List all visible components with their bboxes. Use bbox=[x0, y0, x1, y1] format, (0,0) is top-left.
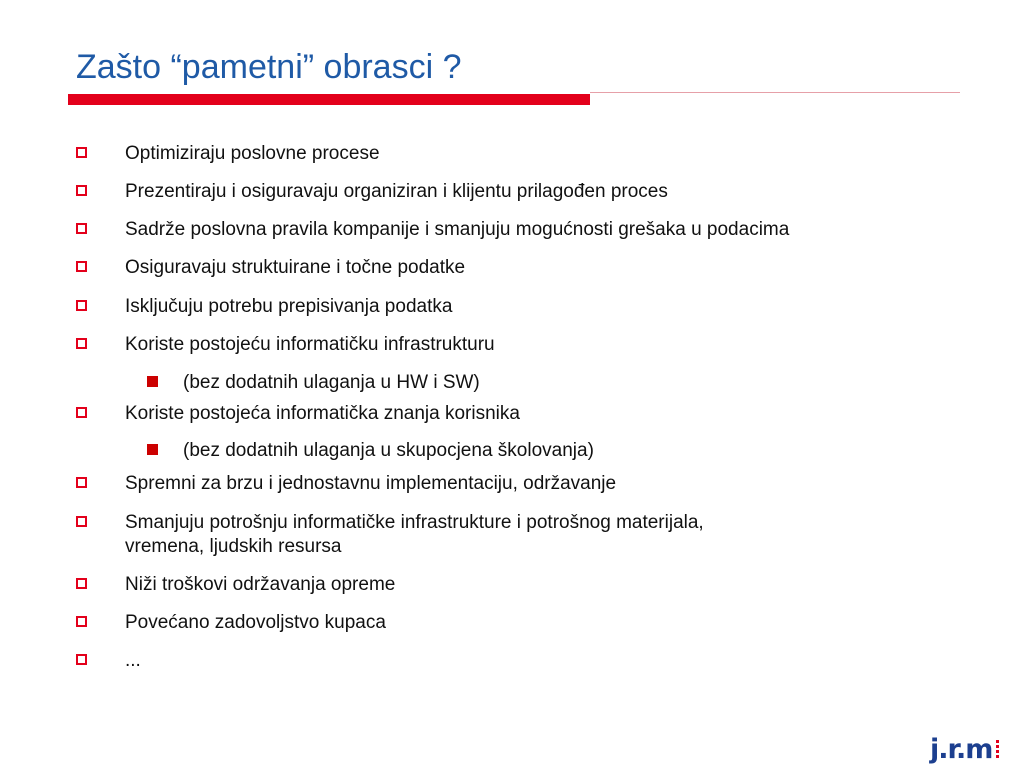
list-item-text: Smanjuju potrošnju informatičke infrastrukture i potrošnog materijala, bbox=[125, 512, 704, 533]
list-item-text: Koriste postojeća informatička znanja korisnika bbox=[125, 403, 520, 424]
hollow-square-bullet-icon bbox=[76, 407, 87, 418]
hollow-square-bullet-icon bbox=[76, 616, 87, 627]
company-logo bbox=[930, 732, 1018, 766]
list-item-text: Osiguravaju struktuirane i točne podatke bbox=[125, 257, 466, 278]
hollow-square-bullet-icon bbox=[76, 300, 87, 311]
list-item-text: Povećano zadovoljstvo kupaca bbox=[125, 612, 386, 633]
hollow-square-bullet-icon bbox=[76, 516, 87, 527]
list-item-text: Niži troškovi održavanja opreme bbox=[125, 574, 396, 595]
list-item-text: Koriste postojeću informatičku infrastrukturu bbox=[125, 334, 495, 355]
filled-square-bullet-icon bbox=[147, 376, 158, 387]
sub-list-item-text: (bez dodatnih ulaganja u skupocjena školovanja) bbox=[183, 440, 594, 461]
hollow-square-bullet-icon bbox=[76, 261, 87, 272]
list-item-text: ... bbox=[125, 650, 141, 671]
list-item-text: Spremni za brzu i jednostavnu implementaciju, održavanje bbox=[125, 473, 617, 494]
logo-text: j.r.m bbox=[930, 733, 993, 765]
filled-square-bullet-icon bbox=[147, 444, 158, 455]
logo-dots-icon bbox=[996, 740, 999, 758]
list-item-text-continuation: vremena, ljudskih resursa bbox=[125, 536, 342, 557]
hollow-square-bullet-icon bbox=[76, 578, 87, 589]
list-item-text: Optimiziraju poslovne procese bbox=[125, 143, 380, 164]
list-item-text: Isključuju potrebu prepisivanja podatka bbox=[125, 296, 453, 317]
slide-title: Zašto “pametni” obrasci ? bbox=[76, 48, 462, 86]
hollow-square-bullet-icon bbox=[76, 147, 87, 158]
hollow-square-bullet-icon bbox=[76, 477, 87, 488]
hollow-square-bullet-icon bbox=[76, 185, 87, 196]
hollow-square-bullet-icon bbox=[76, 338, 87, 349]
sub-list-item-text: (bez dodatnih ulaganja u HW i SW) bbox=[183, 372, 480, 393]
hollow-square-bullet-icon bbox=[76, 654, 87, 665]
list-item-text: Prezentiraju i osiguravaju organiziran i klijentu prilagođen proces bbox=[125, 181, 668, 202]
hollow-square-bullet-icon bbox=[76, 223, 87, 234]
list-item-text: Sadrže poslovna pravila kompanije i smanjuju mogućnosti grešaka u podacima bbox=[125, 219, 790, 240]
